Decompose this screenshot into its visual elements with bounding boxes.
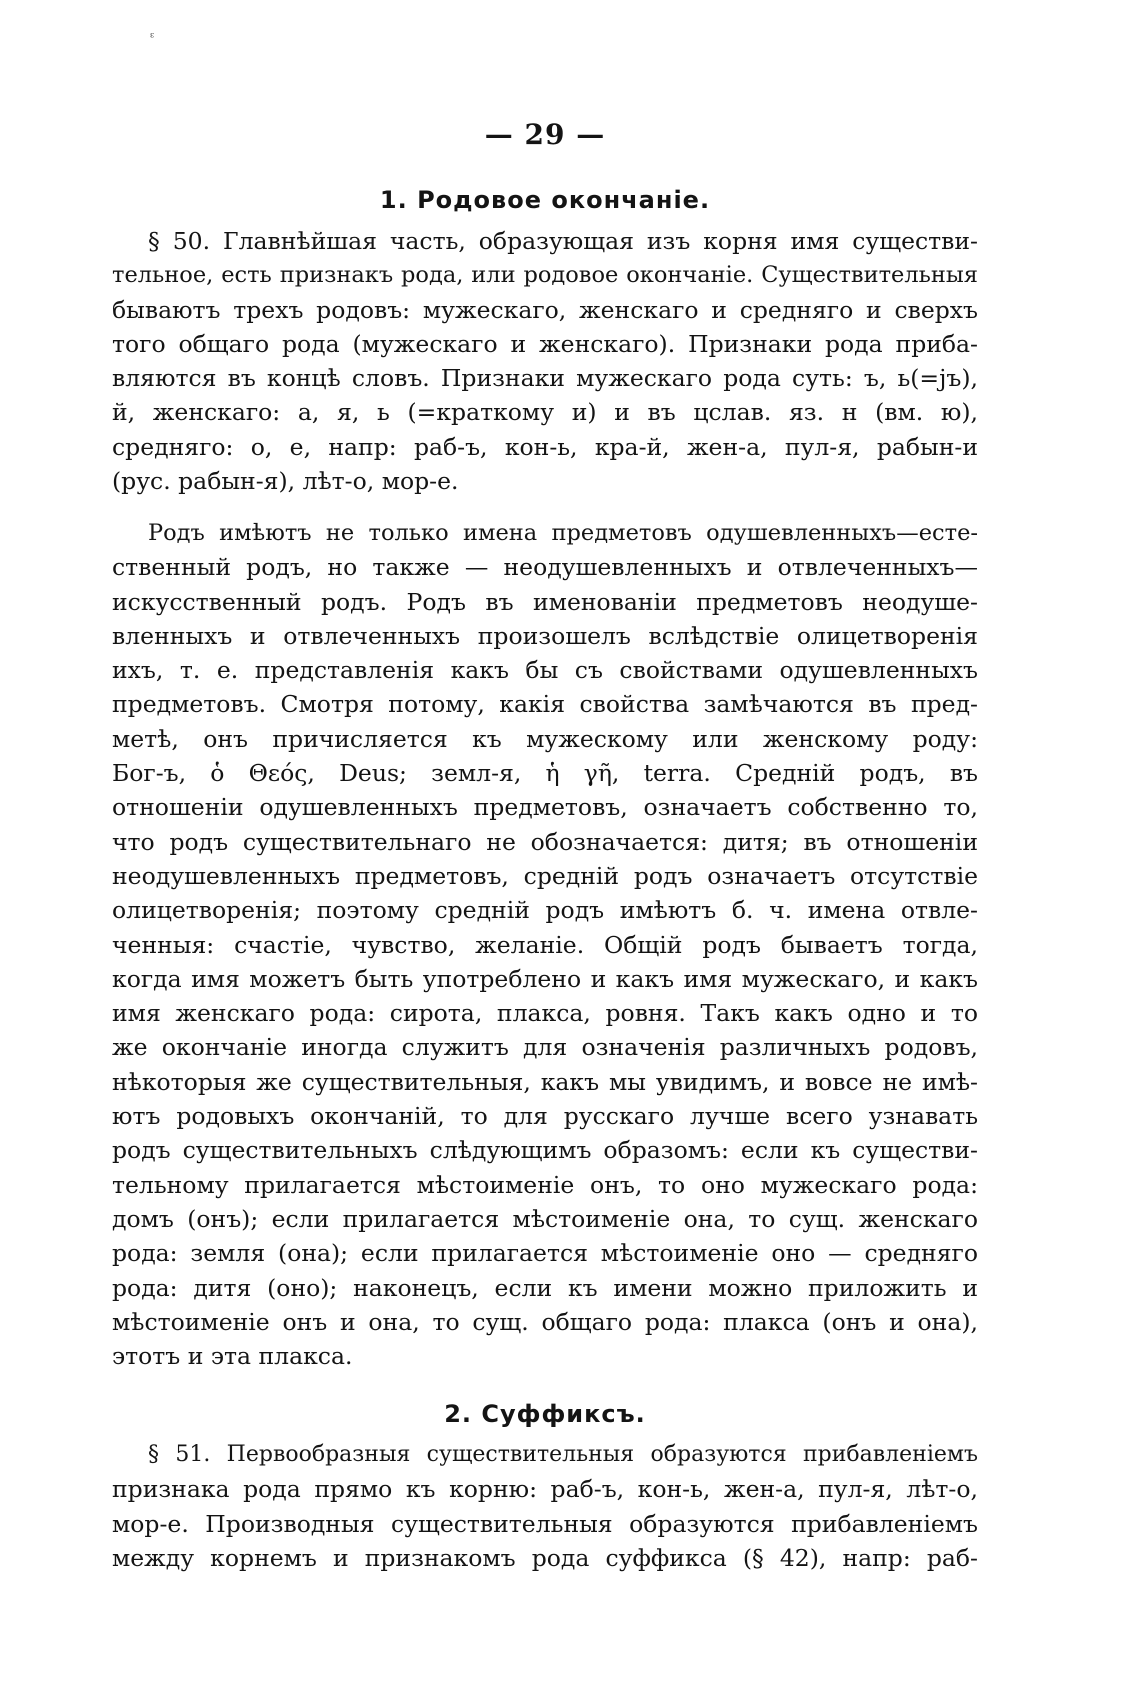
text-line: ютъ родовыхъ окончаній, то для русскаго лучше всего узнавать — [112, 1102, 978, 1131]
page-number: — 29 — — [484, 118, 606, 151]
text-line: Бог-ъ, ὁ Θεός, Deus; земл-я, ἡ γῆ, terra. Средній родъ, въ — [112, 759, 978, 788]
text-line: домъ (онъ); если прилагается мѣстоименіе она, то сущ. женскаго — [112, 1204, 978, 1233]
paragraph-50 — [112, 224, 978, 498]
text-line: мор-е. Производныя существительныя образуются прибавленіемъ — [112, 1509, 978, 1538]
paragraph-51 — [112, 1438, 978, 1575]
text-line: этотъ и эта плакса. — [112, 1342, 353, 1371]
text-line: § 50. Главнѣйшая часть, образующая изъ корня имя существи- — [148, 227, 978, 255]
text-line: § 51. Первообразныя существительныя образуются прибавленіемъ — [148, 1442, 978, 1467]
text-line: ченныя: счастіе, чувство, желаніе. Общій родъ бываетъ тогда, — [112, 930, 978, 959]
text-line: предметовъ. Смотря потому, какія свойства замѣчаются въ пред- — [112, 690, 978, 719]
text-line: ственный родъ, но также — неодушевленныхъ и отвлеченныхъ— — [112, 553, 978, 582]
text-line: олицетворенія; поэтому средній родъ имѣютъ б. ч. имена отвле- — [112, 896, 978, 925]
text-line: й, женскаго: а, я, ь (=краткому и) и въ цслав. яз. н (вм. ю), — [112, 398, 978, 427]
text-line: имя женскаго рода: сирота, плакса, ровня. Такъ какъ одно и то — [112, 999, 978, 1028]
text-line: (рус. рабын-я), лѣт-о, мор-е. — [112, 467, 459, 496]
text-line: вляются въ концѣ словъ. Признаки мужескаго рода суть: ъ, ь(=jъ), — [112, 364, 978, 393]
text-line: того общаго рода (мужескаго и женскаго). Признаки рода приба- — [112, 329, 978, 358]
text-line: искусственный родъ. Родъ въ именованіи предметовъ неодуше- — [112, 587, 978, 616]
text-line: отношеніи одушевленныхъ предметовъ, означаетъ собственно то, — [112, 793, 978, 822]
text-line: Родъ имѣютъ не только имена предметовъ одушевленныхъ—есте- — [148, 520, 978, 546]
text-line: бываютъ трехъ родовъ: мужескаго, женскаго и средняго и сверхъ — [112, 295, 978, 324]
text-line: между корнемъ и признакомъ рода суффикса (§ 42), напр: раб- — [112, 1543, 978, 1572]
text-line: тельное, есть признакъ рода, или родовое окончаніе. Существительныя — [112, 262, 978, 289]
paragraph-gender — [112, 516, 978, 1373]
text-line: же окончаніе иногда служитъ для означенія различныхъ родовъ, — [112, 1033, 978, 1062]
text-line: когда имя можетъ быть употреблено и какъ имя мужескаго, и какъ — [112, 964, 978, 993]
text-line: неодушевленныхъ предметовъ, средній родъ означаетъ отсутствіе — [112, 861, 978, 890]
text-line: родъ существительныхъ слѣдующимъ образомъ: если къ существи- — [112, 1136, 978, 1165]
text-line: рода: земля (она); если прилагается мѣстоименіе оно — средняго — [112, 1239, 978, 1268]
text-line: тельному прилагается мѣстоименіе онъ, то оно мужескаго рода: — [112, 1170, 978, 1199]
text-line: вленныхъ и отвлеченныхъ произошелъ вслѣдствіе олицетворенія — [112, 621, 978, 650]
section-heading-generic-ending: 1. Родовое окончаніе. — [379, 186, 711, 214]
text-line: мѣстоименіе онъ и она, то сущ. общаго рода: плакса (онъ и она), — [112, 1307, 978, 1336]
margin-marks: ᵋ — [150, 30, 155, 46]
text-line: нѣкоторыя же существительныя, какъ мы увидимъ, и вовсе не имѣ- — [112, 1067, 978, 1096]
text-line: рода: дитя (оно); наконецъ, если къ имени можно приложить и — [112, 1273, 978, 1302]
text-line: признака рода прямо къ корню: раб-ъ, кон-ь, жен-а, пул-я, лѣт-о, — [112, 1475, 978, 1504]
text-line: метѣ, онъ причисляется къ мужескому или женскому роду: — [112, 724, 978, 753]
text-line: средняго: о, е, напр: раб-ъ, кон-ь, кра-й, жен-а, пул-я, рабын-и — [112, 432, 978, 461]
text-line: ихъ, т. е. представленія какъ бы съ свойствами одушевленныхъ — [112, 656, 978, 685]
text-line: что родъ существительнаго не обозначается: дитя; въ отношеніи — [112, 827, 978, 856]
section-heading-suffix: 2. Суффиксъ. — [444, 1400, 646, 1428]
